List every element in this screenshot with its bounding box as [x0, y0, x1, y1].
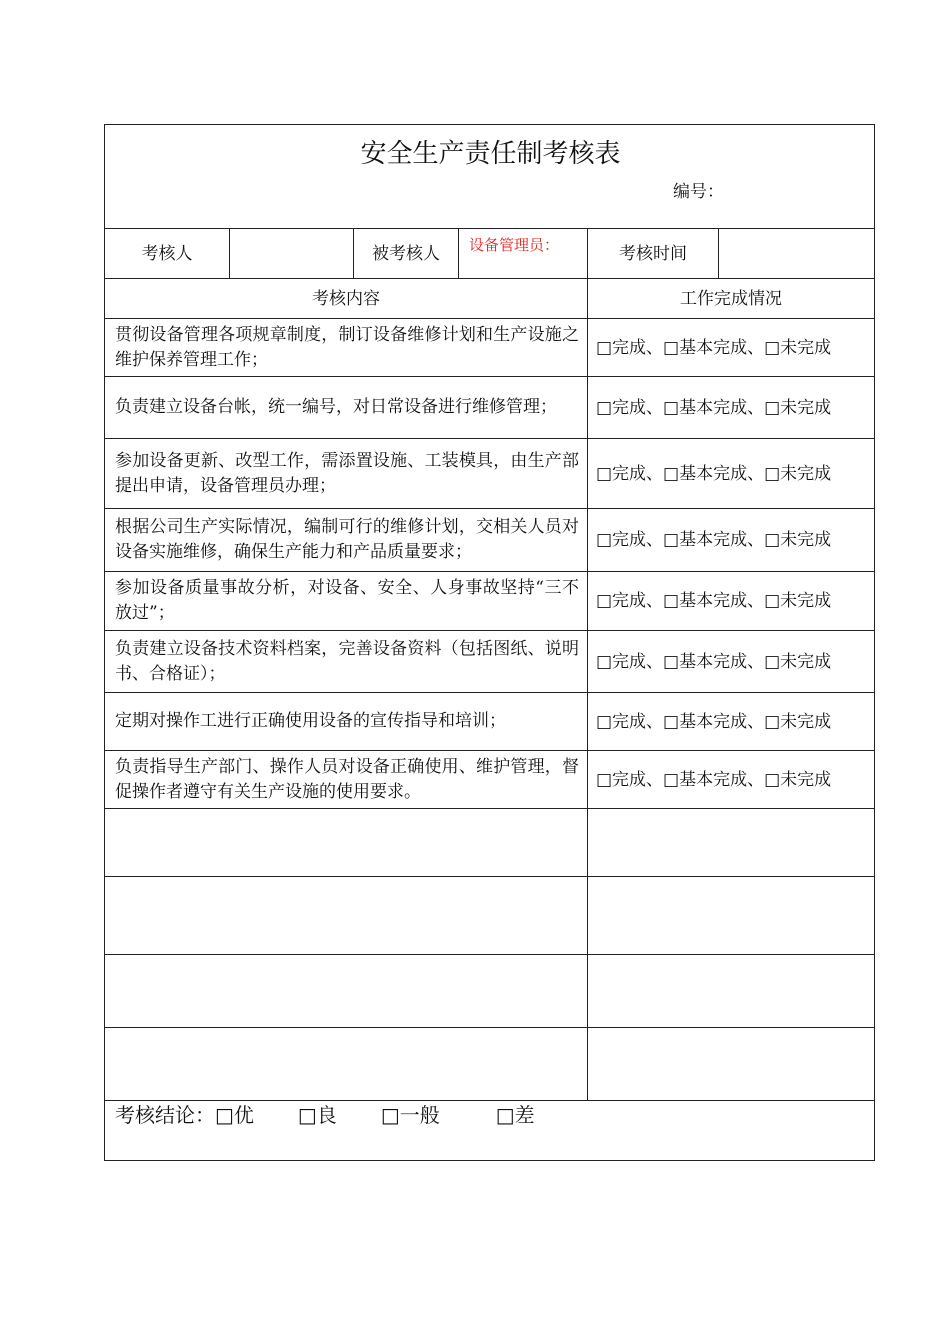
column-header-content: 考核内容	[312, 288, 380, 309]
empty-cell[interactable]	[105, 1028, 587, 1100]
assessor-value[interactable]	[230, 229, 353, 278]
completion-status[interactable]: □完成、□基本完成、□未完成	[596, 463, 832, 484]
assessment-time-label: 考核时间	[619, 243, 687, 264]
criteria-text: 根据公司生产实际情况，编制可行的维修计划，交相关人员对设备实施维修，确保生产能力和产品质量要求；	[115, 517, 579, 562]
empty-cell[interactable]	[588, 955, 874, 1027]
completion-status[interactable]: □完成、□基本完成、□未完成	[596, 530, 832, 550]
conclusion-option-poor[interactable]: □差	[495, 1103, 535, 1127]
form-title: 安全生产责任制考核表	[360, 139, 621, 169]
empty-cell[interactable]	[105, 809, 587, 876]
criteria-text: 负责建立设备台帐，统一编号，对日常设备进行维修管理；	[115, 397, 557, 417]
assessment-conclusion	[115, 1099, 535, 1128]
completion-status[interactable]: □完成、□基本完成、□未完成	[596, 651, 832, 672]
criteria-text: 负责建立设备技术资料档案，完善设备资料（包括图纸、说明书、合格证）；	[115, 638, 579, 684]
completion-status[interactable]: □完成、□基本完成、□未完成	[596, 397, 832, 418]
assessment-form	[104, 124, 875, 1161]
assessor-label: 考核人	[141, 243, 193, 264]
criteria-text: 参加设备质量事故分析，对设备、安全、人身事故坚持“三不放过”；	[115, 578, 579, 623]
empty-cell[interactable]	[588, 877, 874, 954]
assessee-label: 被考核人	[372, 243, 440, 264]
empty-cell[interactable]	[105, 877, 587, 954]
completion-status[interactable]: □完成、□基本完成、□未完成	[596, 769, 832, 790]
conclusion-option-good[interactable]: □良	[297, 1103, 337, 1127]
completion-status[interactable]: □完成、□基本完成、□未完成	[596, 337, 832, 358]
criteria-text: 定期对操作工进行正确使用设备的宣传指导和培训；	[115, 711, 506, 731]
empty-cell[interactable]	[588, 1028, 874, 1100]
completion-status[interactable]: □完成、□基本完成、□未完成	[596, 591, 832, 611]
empty-cell[interactable]	[588, 809, 874, 876]
criteria-text: 贯彻设备管理各项规章制度，制订设备维修计划和生产设施之维护保养管理工作；	[115, 324, 579, 370]
column-header-status: 工作完成情况	[680, 288, 782, 309]
assessee-value[interactable]: 设备管理员：	[469, 236, 560, 254]
doc-number-label: 编号：	[673, 182, 724, 202]
criteria-text: 参加设备更新、改型工作，需添置设施、工装模具，由生产部提出申请，设备管理员办理；	[115, 450, 579, 496]
assessment-time-value[interactable]	[719, 229, 874, 278]
conclusion-option-excellent[interactable]: □优	[215, 1103, 254, 1127]
completion-status[interactable]: □完成、□基本完成、□未完成	[596, 711, 832, 732]
criteria-text: 负责指导生产部门、操作人员对设备正确使用、维护管理，督促操作者遵守有关生产设施的使用要求。	[115, 756, 579, 802]
empty-cell[interactable]	[105, 955, 587, 1027]
conclusion-option-average[interactable]: □一般	[380, 1103, 440, 1127]
conclusion-label: 考核结论：	[115, 1103, 215, 1127]
